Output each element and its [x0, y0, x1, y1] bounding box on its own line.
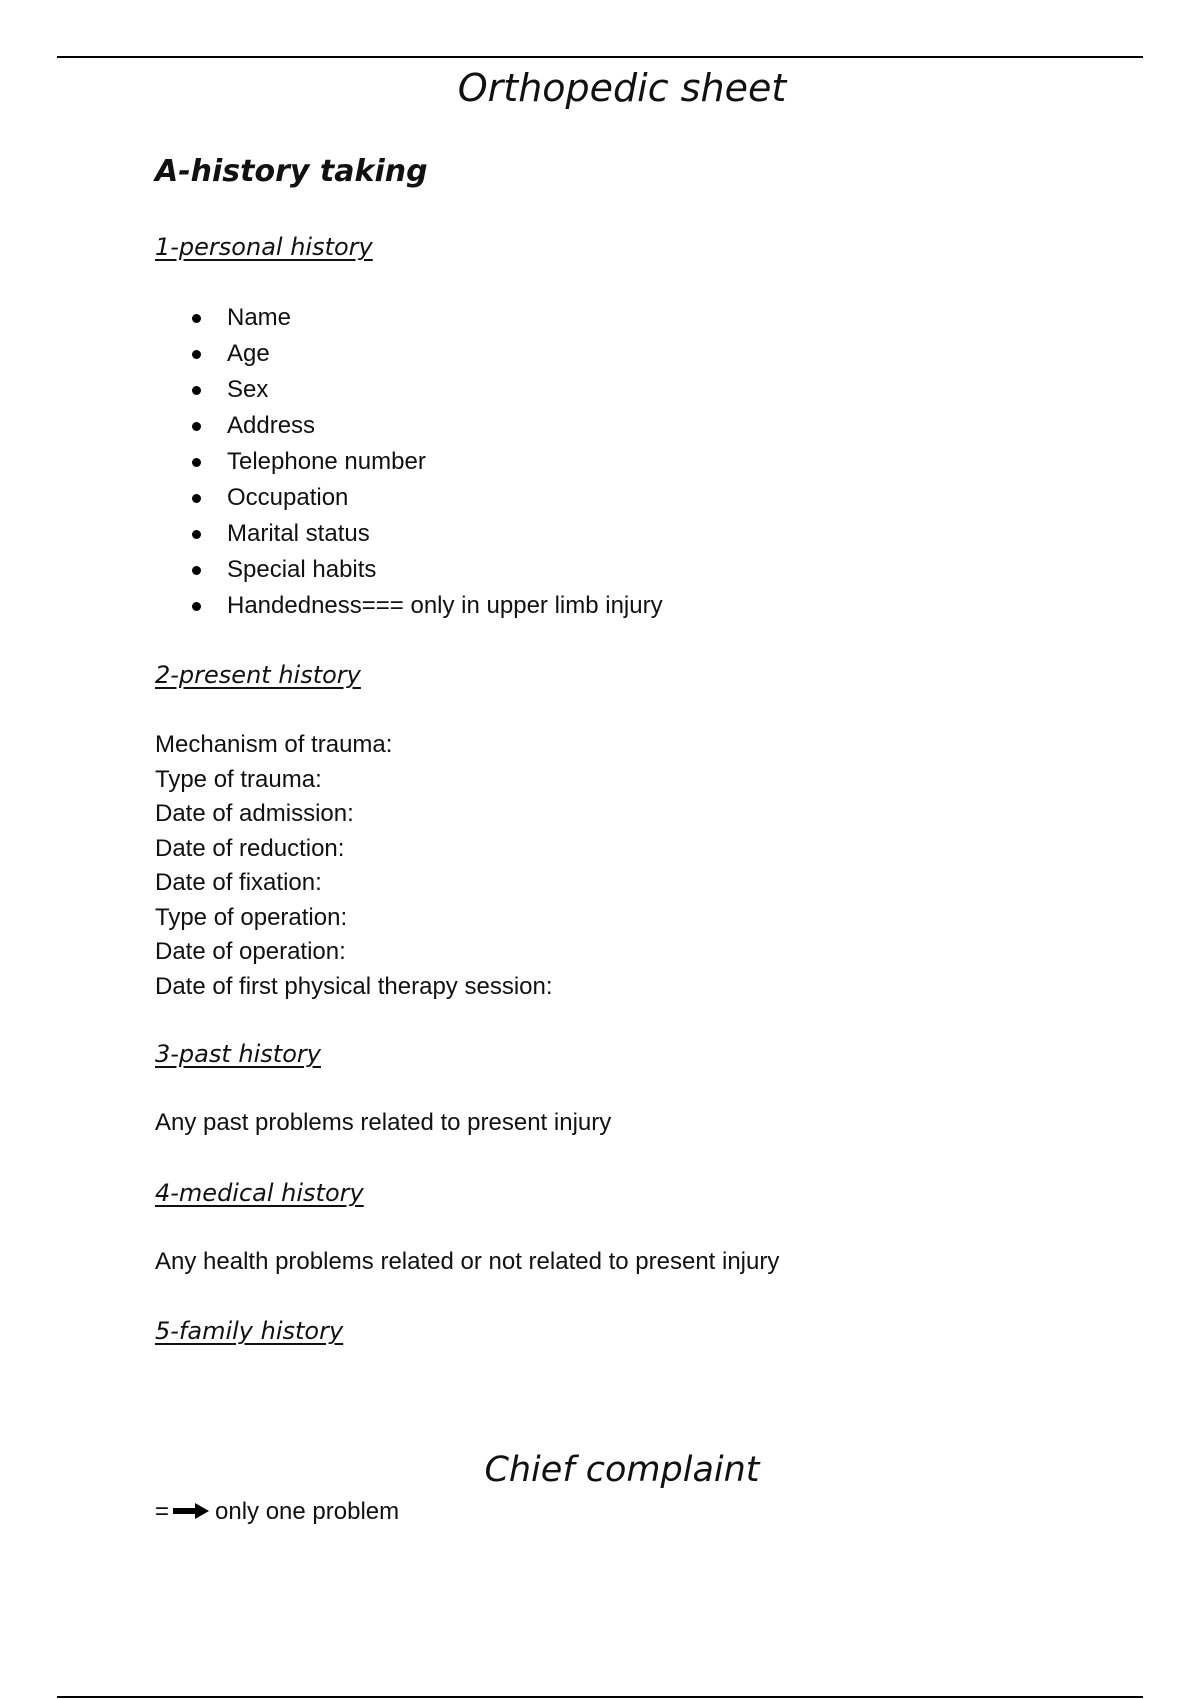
list-item: Mechanism of trauma: — [155, 731, 393, 758]
bottom-rule — [57, 1696, 1143, 1698]
family-history-heading: 5-family history — [155, 1317, 344, 1345]
bullet-icon — [192, 566, 201, 575]
personal-history-heading: 1-personal history — [155, 233, 373, 261]
list-item: Date of admission: — [155, 800, 354, 827]
chief-complaint-line — [155, 1498, 399, 1526]
list-item: Sex — [155, 372, 663, 408]
present-history-list — [155, 728, 553, 1004]
list-item: Marital status — [155, 516, 663, 552]
list-item: Type of trauma: — [155, 765, 322, 793]
list-item: Date of operation: — [155, 938, 346, 965]
bullet-icon — [192, 386, 201, 395]
list-item: Occupation — [155, 480, 663, 516]
list-item: Name — [155, 300, 663, 336]
bullet-icon — [192, 530, 201, 539]
list-item: Date of reduction: — [155, 834, 345, 862]
present-history-heading: 2-present history — [155, 661, 361, 689]
equals-sign: = — [155, 1498, 170, 1525]
list-item: Handedness=== only in upper limb injury — [155, 588, 663, 624]
list-item: Age — [155, 336, 663, 372]
past-history-text: Any past problems related to present injury — [155, 1109, 612, 1136]
list-item: Type of operation: — [155, 903, 348, 931]
bullet-icon — [192, 458, 201, 467]
past-history-heading: 3-past history — [155, 1040, 321, 1068]
bullet-icon — [192, 314, 201, 323]
list-item: Address — [155, 408, 663, 444]
chief-complaint-title: Chief complaint — [484, 1450, 760, 1490]
right-arrow-icon — [173, 1498, 209, 1526]
list-item: Date of fixation: — [155, 869, 322, 896]
bullet-icon — [192, 350, 201, 359]
list-item: Special habits — [155, 552, 663, 588]
medical-history-text: Any health problems related or not related to present injury — [155, 1248, 780, 1275]
bullet-icon — [192, 602, 201, 611]
personal-history-list — [155, 300, 663, 624]
list-item: Telephone number — [155, 444, 663, 480]
chief-complaint-text: only one problem — [215, 1498, 400, 1525]
section-a-heading: A-history taking — [155, 154, 428, 189]
page-title: Orthopedic sheet — [457, 66, 787, 110]
medical-history-heading: 4-medical history — [155, 1179, 364, 1207]
bullet-icon — [192, 494, 201, 503]
list-item: Date of first physical therapy session: — [155, 972, 553, 1000]
top-rule — [57, 56, 1143, 58]
bullet-icon — [192, 422, 201, 431]
